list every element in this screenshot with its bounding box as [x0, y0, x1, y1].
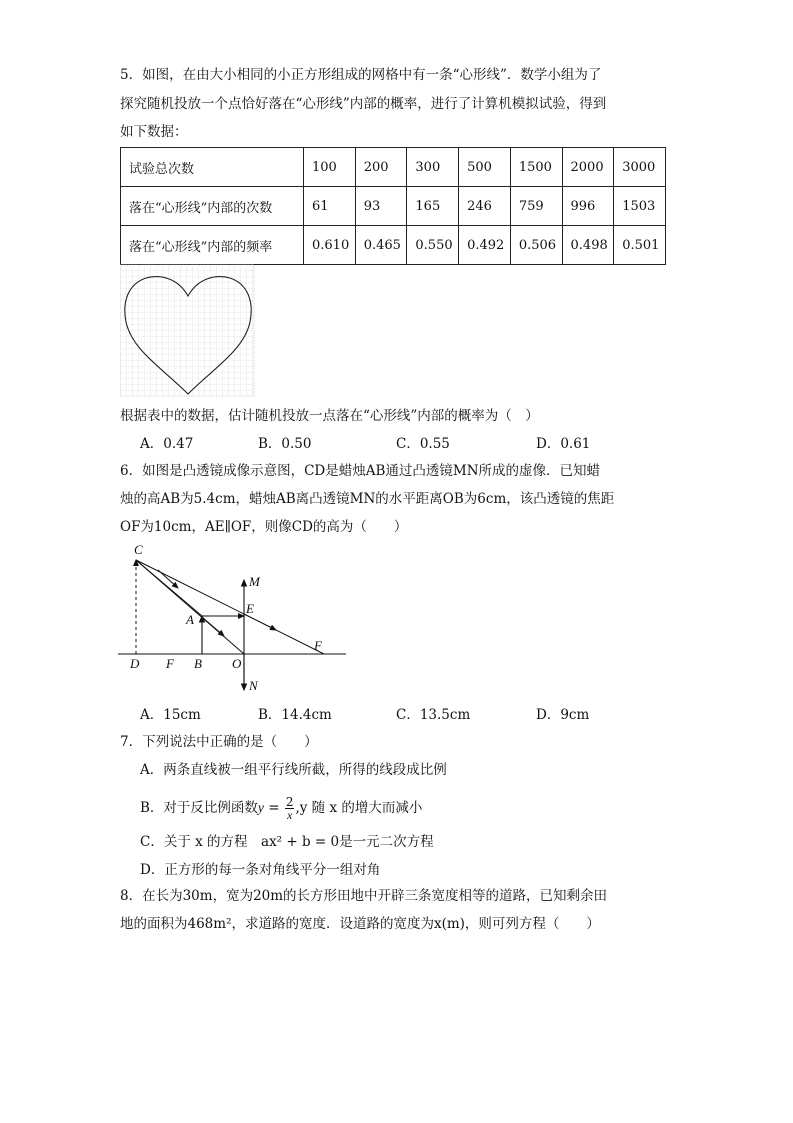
option-c[interactable]: C．13.5cm	[396, 707, 471, 723]
table-cell: 1500	[510, 148, 562, 187]
table-cell: 0.501	[614, 226, 666, 265]
q5-data-table	[120, 147, 666, 265]
option-a[interactable]: A．0.47	[140, 436, 194, 452]
ray-co-arrow	[202, 617, 224, 636]
label-b: B	[194, 656, 202, 671]
option-b-prefix: B．对于反比例函数	[140, 800, 258, 816]
label-e: E	[246, 601, 254, 616]
table-cell: 0.492	[459, 226, 511, 265]
q7-option-a[interactable]: A．两条直线被一组平行线所截，所得的线段成比例	[140, 762, 447, 778]
ray-cf	[136, 560, 324, 654]
q7-option-c[interactable]: C．关于 x 的方程 ax² + b = 0是一元二次方程	[140, 834, 434, 850]
label-f-left: F	[166, 656, 174, 671]
table-cell: 落在“心形线”内部的频率	[121, 226, 304, 265]
option-b[interactable]: B．0.50	[258, 436, 312, 452]
table-cell: 1503	[614, 187, 666, 226]
q5-question: 根据表中的数据，估计随机投放一点落在“心形线”内部的概率为（ ）	[120, 408, 539, 424]
q5-line-2: 探究随机投放一个点恰好落在“心形线”内部的概率，进行了计算机模拟试验，得到	[120, 96, 607, 112]
q5-options	[140, 435, 610, 453]
fraction-2-over-x	[285, 796, 295, 821]
q6-line-1: 6．如图是凸透镜成像示意图，CD是蜡烛AB通过凸透镜MN所成的虚像．已知蜡	[120, 463, 601, 479]
table-row	[121, 148, 666, 187]
q5-line-3: 如下数据：	[120, 124, 188, 140]
label-n: N	[249, 678, 258, 693]
equals-sign: =	[263, 800, 284, 816]
label-c: C	[134, 542, 143, 557]
q8-line-2: 地的面积为468m²，求道路的宽度．设道路的宽度为x(m)，则可列方程（ ）	[120, 916, 600, 932]
option-a[interactable]: A．15cm	[140, 707, 201, 723]
option-b-suffix: ,y 随 x 的增大而减小	[295, 800, 423, 816]
table-cell: 0.506	[510, 226, 562, 265]
table-cell: 0.498	[562, 226, 614, 265]
fraction-denominator: x	[286, 808, 293, 822]
table-cell: 落在“心形线”内部的次数	[121, 187, 304, 226]
q6-options	[140, 706, 610, 724]
q8-line-1: 8．在长为30m，宽为20m的长方形田地中开辟三条宽度相等的道路，已知剩余田	[120, 888, 608, 904]
label-f-right: F	[314, 638, 322, 653]
table-cell: 0.465	[355, 226, 407, 265]
table-cell: 759	[510, 187, 562, 226]
option-d[interactable]: D．9cm	[536, 707, 590, 723]
table-cell: 2000	[562, 148, 614, 187]
heart-grid-figure	[120, 264, 256, 398]
option-d[interactable]: D．0.61	[536, 436, 591, 452]
table-cell: 3000	[614, 148, 666, 187]
q6-line-3: OF为10cm，AE∥OF，则像CD的高为（ ）	[120, 519, 408, 535]
table-cell: 246	[459, 187, 511, 226]
q7-option-b[interactable]	[140, 796, 422, 820]
option-b[interactable]: B．14.4cm	[258, 707, 332, 723]
q6-line-2: 烛的高AB为5.4cm，蜡烛AB离凸透镜MN的水平距离OB为6cm，该凸透镜的焦距	[120, 491, 615, 507]
label-a: A	[186, 612, 194, 627]
q7-stem: 7．下列说法中正确的是（ ）	[120, 734, 318, 750]
option-c[interactable]: C．0.55	[396, 436, 450, 452]
q7-option-d[interactable]: D．正方形的每一条对角线平分一组对角	[140, 862, 381, 878]
q5-line-1: 5．如图，在由大小相同的小正方形组成的网格中有一条“心形线”．数学小组为了	[120, 67, 602, 83]
table-cell: 500	[459, 148, 511, 187]
table-cell: 93	[355, 187, 407, 226]
table-cell: 996	[562, 187, 614, 226]
label-d: D	[130, 656, 140, 671]
ray-cf-arrow	[244, 614, 276, 630]
grid	[120, 264, 254, 396]
var-y: y	[257, 800, 264, 815]
label-m: M	[249, 574, 260, 589]
table-cell: 0.550	[407, 226, 459, 265]
table-cell: 61	[304, 187, 356, 226]
table-cell: 200	[355, 148, 407, 187]
fraction-numerator: 2	[285, 795, 294, 809]
table-row	[121, 187, 666, 226]
table-cell: 试验总次数	[121, 148, 304, 187]
table-cell: 300	[407, 148, 459, 187]
convex-lens-figure	[118, 540, 350, 696]
table-cell: 100	[304, 148, 356, 187]
table-cell: 0.610	[304, 226, 356, 265]
label-o: O	[232, 656, 242, 671]
table-row	[121, 226, 666, 265]
table-cell: 165	[407, 187, 459, 226]
